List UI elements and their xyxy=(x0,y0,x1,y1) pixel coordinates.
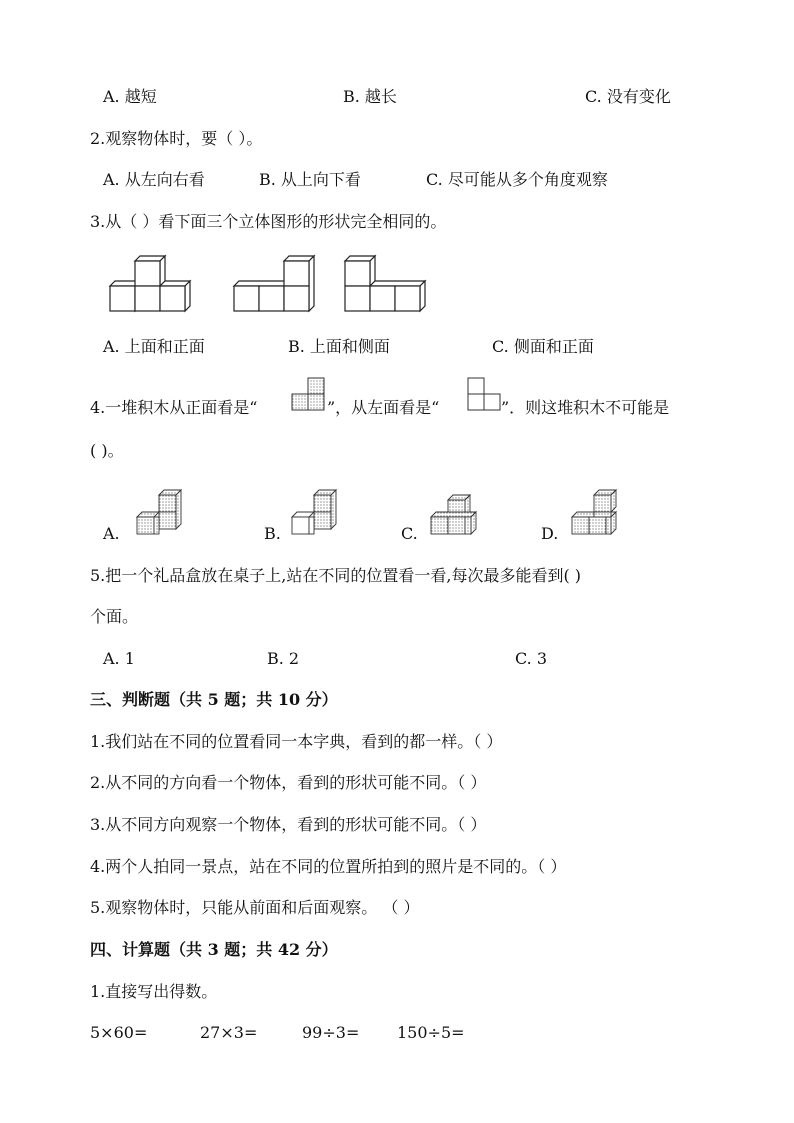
calc-expression-1: 5×60= xyxy=(90,1023,148,1042)
q4-stem-part3: ”．则这堆积木不可能是 xyxy=(501,398,670,417)
section3-item-2: 2.从不同的方向看一个物体，看到的形状可能不同。（ ） xyxy=(90,773,487,792)
calc-expression-2: 27×3= xyxy=(200,1023,258,1042)
q4-stem-part1: 4.一堆积木从正面看是“ xyxy=(90,398,258,417)
q3-option-a: A. 上面和正面 xyxy=(103,337,205,356)
q3-figure-3 xyxy=(343,256,427,312)
section3-item-1: 1.我们站在不同的位置看同一本字典，看到的都一样。（ ） xyxy=(90,732,503,751)
q4-option-d: D. xyxy=(541,524,559,543)
q4-option-c-figure xyxy=(428,494,480,538)
section3-heading: 三、判断题（共 5 题；共 10 分） xyxy=(90,690,338,709)
q3-figure-2 xyxy=(232,256,316,312)
q3-figure-1 xyxy=(108,256,192,312)
q4-front-view-figure xyxy=(289,377,327,411)
q5-option-b: B. 2 xyxy=(267,649,300,668)
q4-option-a-figure xyxy=(135,489,185,539)
q5-option-c: C. 3 xyxy=(515,649,548,668)
q3-stem: 3.从（ ）看下面三个立体图形的形状完全相同的。 xyxy=(90,212,447,231)
q5-stem-line1: 5.把一个礼品盒放在桌子上,站在不同的位置看一看,每次最多能看到( ) xyxy=(90,566,582,585)
q3-option-c: C. 侧面和正面 xyxy=(492,337,594,356)
q1-option-b: B. 越长 xyxy=(343,87,397,106)
q4-stem-part2: ”，从左面看是“ xyxy=(327,398,440,417)
calc-expression-4: 150÷5= xyxy=(397,1023,465,1042)
q4-option-c: C. xyxy=(401,524,418,543)
q4-option-a: A. xyxy=(103,524,120,543)
section4-heading: 四、计算题（共 3 题；共 42 分） xyxy=(90,940,338,959)
q2-stem: 2.观察物体时，要（ ）。 xyxy=(90,129,263,148)
q1-option-c: C. 没有变化 xyxy=(585,87,671,106)
q2-option-a: A. 从左向右看 xyxy=(103,170,205,189)
q5-stem-line2: 个面。 xyxy=(90,607,139,626)
q2-option-c: C. 尽可能从多个角度观察 xyxy=(426,170,608,189)
q4-option-b-figure xyxy=(290,489,340,539)
q2-option-b: B. 从上向下看 xyxy=(259,170,361,189)
calc-expression-3: 99÷3= xyxy=(302,1023,360,1042)
q4-stem-line2: ( )。 xyxy=(90,441,124,460)
section3-item-5: 5.观察物体时，只能从前面和后面观察。 （ ） xyxy=(90,898,420,917)
q3-option-b: B. 上面和侧面 xyxy=(288,337,390,356)
q4-option-d-figure xyxy=(568,489,620,539)
section3-item-4: 4.两个人拍同一景点，站在不同的位置所拍到的照片是不同的。（ ） xyxy=(90,857,567,876)
section4-q1-stem: 1.直接写出得数。 xyxy=(90,982,218,1001)
q4-option-b: B. xyxy=(264,524,281,543)
section3-item-3: 3.从不同方向观察一个物体，看到的形状可能不同。（ ） xyxy=(90,815,487,834)
q1-option-a: A. 越短 xyxy=(103,87,157,106)
q5-option-a: A. 1 xyxy=(103,649,135,668)
q4-left-view-figure xyxy=(465,377,503,411)
